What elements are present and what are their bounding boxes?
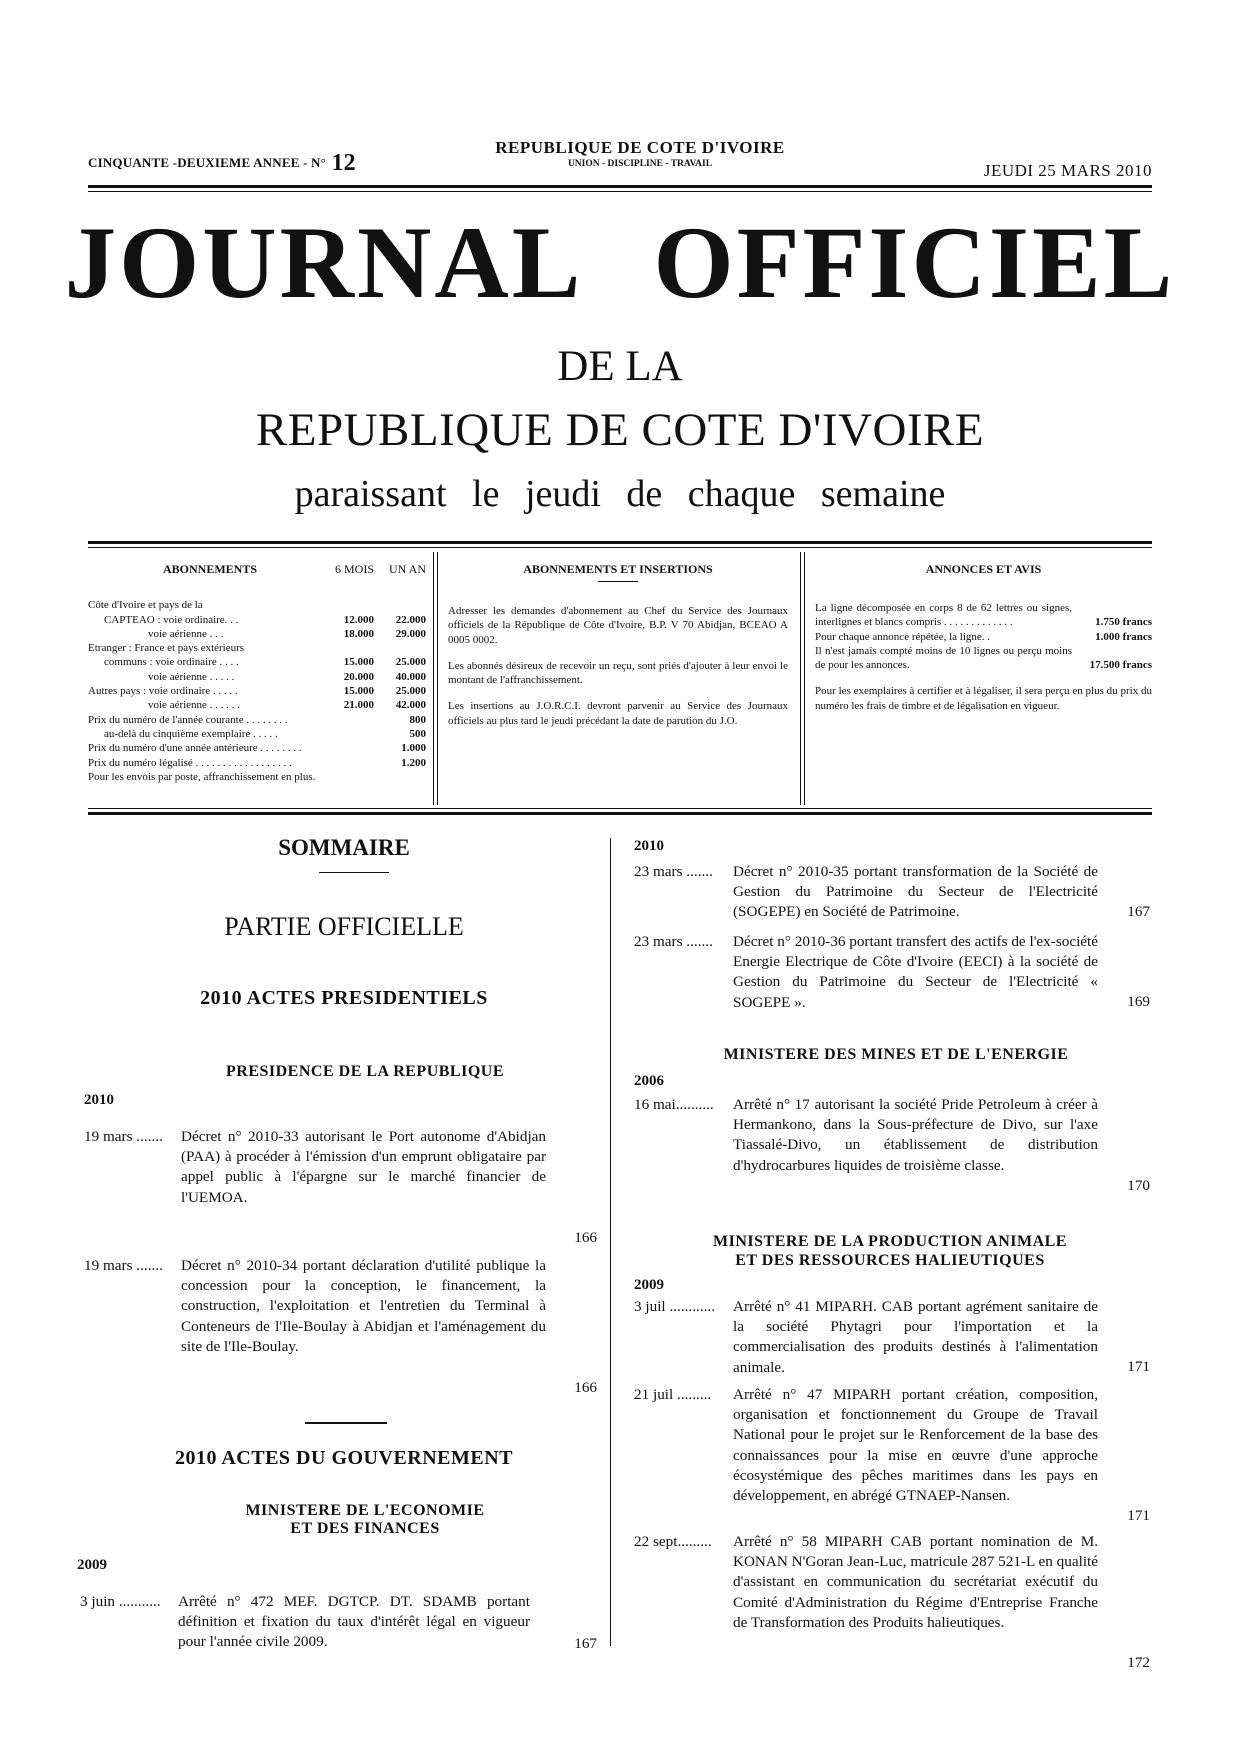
box-top-rule-thick: [88, 541, 1152, 544]
entry-date: 3 juil ............: [634, 1298, 716, 1315]
abonnements-table: [88, 598, 426, 784]
box-divider-2a: [800, 552, 801, 805]
abonnements-row: voie aérienne . . . . . 20.000 40.000: [148, 670, 426, 683]
annonces-row: Pour chaque annonce répétée, la ligne. . 1.000 francs: [815, 630, 1152, 643]
sommaire-entry: [80, 1592, 597, 1654]
entry-page: 172: [1127, 1653, 1150, 1671]
issue-line: [88, 150, 356, 177]
entry-page: 166: [574, 1228, 597, 1246]
entry-date: 23 mars .......: [634, 933, 713, 950]
republic-header: [440, 138, 840, 169]
abonnements-row: Etranger : France et pays extérieurs: [88, 642, 245, 655]
entry-date: 19 mars .......: [84, 1128, 163, 1145]
entry-text: Décret n° 2010-35 portant transformation de la Société de Gestion du Patrimoine du Secteur de l'Electricité (SOGEPE) en Société de Patrimoine.: [733, 863, 1098, 921]
entry-date: 16 mai..........: [634, 1096, 714, 1113]
abonnements-col-6mois: 6 MOIS: [334, 562, 374, 576]
entry-date: 21 juil .........: [634, 1386, 712, 1403]
section-separator: [305, 1422, 387, 1424]
entry-page: 169: [1127, 992, 1150, 1010]
insertions-deadline-note: Les insertions au J.O.R.C.I. devront parvenir au Service des Journaux officiels au plus tard le jeudi précédant la date de parution du J.O.: [448, 700, 788, 727]
entry-date: 22 sept.........: [634, 1533, 712, 1550]
entry-text: Arrêté n° 58 MIPARH CAB portant nomination de M. KONAN N'Goran Jean-Luc, matricule 287 521-L en qualité d'assistant en communication du secrétariat exécutif du Comité d'Administration du Régime d'Entreprise Franche de Transformation des Produits halieutiques.: [733, 1533, 1098, 1631]
section-actes-presidentiels: 2010 ACTES PRESIDENTIELS: [200, 987, 488, 1009]
issue-number: 12: [331, 150, 356, 176]
abonnements-row: Autres pays : voie ordinaire . . . . . 15.000 25.000: [88, 685, 426, 698]
abonnements-row: voie aérienne . . . . . . 21.000 42.000: [148, 699, 426, 712]
issue-year-label: CINQUANTE -DEUXIEME ANNEE - N°: [88, 155, 326, 170]
entry-text: Décret n° 2010-33 autorisant le Port autonome d'Abidjan (PAA) à procéder à l'émission d'un emprunt obligataire par appel public à l'épargne sur le marché financier de l'UEMOA.: [181, 1128, 546, 1206]
year-label: 2006: [634, 1073, 664, 1089]
title-journal: JOURNAL: [64, 206, 584, 320]
republic-name: REPUBLIQUE DE COTE D'IVOIRE: [495, 138, 785, 157]
annonces-row: Il n'est jamais compté moins de 10 lignes ou perçu moins de pour les annonces. 17.500 francs: [815, 644, 1152, 672]
column-divider: [610, 838, 611, 1646]
entry-page: 170: [1127, 1176, 1150, 1194]
price-row: Prix du numéro de l'année courante . . . . . . . . 800: [88, 713, 426, 726]
entry-text: Décret n° 2010-34 portant déclaration d'utilité publique la concession pour la conception, le financement, la construction, l'exploitation et l'entretien du Terminal à Conteneurs de l'Ile-Boulay à Abidjan et l'aménagement du site de l'Ile-Boulay.: [181, 1257, 546, 1355]
annonces-heading: ANNONCES ET AVIS: [925, 562, 1042, 576]
abonnements-header-row: [88, 562, 426, 576]
republic-motto: UNION - DISCIPLINE - TRAVAIL: [567, 159, 713, 169]
box-divider-1b: [437, 552, 438, 805]
sommaire-entry: [634, 1385, 1150, 1526]
masthead-republic: REPUBLIQUE DE COTE D'IVOIRE: [255, 404, 985, 456]
entry-date: 19 mars .......: [84, 1257, 163, 1274]
entry-page: 167: [1127, 902, 1150, 920]
abonnements-group-label: Côte d'Ivoire et pays de la: [88, 599, 203, 612]
issue-date: JEUDI 25 MARS 2010: [983, 161, 1152, 180]
sommaire-entry: [634, 1095, 1150, 1196]
entry-text: Arrêté n° 47 MIPARH portant création, composition, organisation et fonctionnement du Groupe de Travail National pour le projet sur le Renforcement de la base des connaissances pour la mise en œuvre d'une approche écosystémique des pêches maritimes dans les pays en développement, en abrégé GTNAEP-Nansen.: [733, 1386, 1098, 1505]
sommaire-entry: [84, 1127, 597, 1248]
abonnements-heading: ABONNEMENTS: [162, 562, 257, 576]
entry-text: Arrêté n° 41 MIPARH. CAB portant agrément sanitaire de la société Phytagri pour l'importation et la commercialisation des produits destinés à l'alimentation animale.: [733, 1298, 1098, 1376]
annonces-table: [815, 601, 1152, 672]
entry-text: Arrêté n° 17 autorisant la société Pride Petroleum à créer à Hermankono, dans la Sous-préfecture de Divo, sur l'axe Tiassalé-Divo, un établissement de distribution d'hydrocarbures liquides de troisième classe.: [733, 1096, 1098, 1174]
sommaire-title: SOMMAIRE: [278, 835, 410, 860]
entry-text: Décret n° 2010-36 portant transfert des actifs de l'ex-société Energie Electrique de Côte d'Ivoire (EECI) à la société de Gestion du Patrimoine du Secteur de l'Electricité « SOGEPE ».: [733, 933, 1098, 1011]
postage-note: Pour les envois par poste, affranchissement en plus.: [88, 770, 316, 783]
entry-page: 166: [574, 1378, 597, 1396]
annonces-box: [815, 562, 1152, 713]
year-label: 2010: [84, 1092, 114, 1108]
entry-date: 23 mars .......: [634, 863, 713, 880]
top-rule-thin: [88, 191, 1152, 192]
abonnements-row: voie aérienne . . . 18.000 29.000: [148, 627, 426, 640]
sommaire-entry: [634, 932, 1150, 1012]
entry-page: 171: [1127, 1357, 1150, 1375]
heading-ministere-economie: MINISTERE DE L'ECONOMIE ET DES FINANCES: [245, 1502, 485, 1537]
abonnements-row: CAPTEAO : voie ordinaire. . . 12.000 22.000: [104, 613, 426, 626]
insertions-address: Adresser les demandes d'abonnement au Chef du Service des Journaux officiels de la République de Côte d'Ivoire, B.P. V 70 Abidjan, BCEAO A 0005 0002.: [448, 605, 788, 646]
box-divider-1a: [433, 552, 434, 805]
heading-ministere-production: MINISTERE DE LA PRODUCTION ANIMALE ET DES RESSOURCES HALIEUTIQUES: [713, 1233, 1067, 1269]
journal-title: [0, 206, 1240, 320]
annonces-legalisation-note: Pour les exemplaires à certifier et à légaliser, il sera perçu en plus du prix du numéro les frais de timbre et de légalisation en vigueur.: [815, 685, 1152, 712]
top-rule-thick: [88, 185, 1152, 188]
entry-page: 167: [574, 1634, 597, 1652]
insertions-receipt-note: Les abonnés désireux de recevoir un reçu, sont priés d'ajouter à leur envoi le montant de l'affranchissement.: [448, 659, 788, 687]
abonnements-box: [88, 562, 426, 784]
sommaire-underline: [319, 872, 389, 873]
heading-presidence: PRESIDENCE DE LA REPUBLIQUE: [226, 1063, 504, 1080]
sommaire-entry: [634, 1532, 1150, 1673]
box-divider-2b: [804, 552, 805, 805]
abonnements-row: communs : voie ordinaire . . . . 15.000 25.000: [104, 656, 426, 669]
year-label: 2009: [634, 1277, 664, 1293]
entry-page: 171: [1127, 1506, 1150, 1524]
masthead-de-la: DE LA: [557, 343, 683, 390]
price-row: Prix du numéro d'une année antérieure . . . . . . . . 1.000: [88, 742, 426, 755]
insertions-heading: ABONNEMENTS ET INSERTIONS: [448, 562, 788, 582]
entry-text: Arrêté n° 472 MEF. DGTCP. DT. SDAMB portant définition et fixation du taux d'intérêt légal en vigueur pour l'année civile 2009.: [178, 1593, 530, 1651]
box-bottom-rule-thin: [88, 808, 1152, 809]
title-officiel: OFFICIEL: [653, 206, 1176, 320]
box-top-rule-thin: [88, 547, 1152, 548]
year-label: 2009: [77, 1557, 107, 1573]
sommaire-entry: [634, 1297, 1150, 1377]
insertions-box: [448, 562, 788, 728]
abonnements-col-unan: UN AN: [388, 562, 426, 576]
price-row: au-delà du cinquième exemplaire . . . . . 500: [104, 727, 426, 740]
price-row: Prix du numéro légalisé . . . . . . . . . . . . . . . . . . 1.200: [88, 756, 426, 769]
heading-ministere-mines: MINISTERE DES MINES ET DE L'ENERGIE: [723, 1046, 1069, 1063]
entry-date: 3 juin ...........: [80, 1593, 161, 1610]
masthead-frequency: paraissant le jeudi de chaque semaine: [294, 473, 946, 515]
sommaire-entry: [84, 1256, 597, 1398]
sommaire-entry: [634, 862, 1150, 922]
annonces-row: La ligne décomposée en corps 8 de 62 lettres ou signes, interlignes et blancs compris . . . . . . . . . . . . . 1.750 francs: [815, 602, 1152, 629]
partie-officielle: PARTIE OFFICIELLE: [224, 912, 464, 941]
box-bottom-rule-thick: [88, 812, 1152, 815]
year-label: 2010: [634, 838, 664, 854]
section-actes-gouvernement: 2010 ACTES DU GOUVERNEMENT: [174, 1447, 514, 1469]
